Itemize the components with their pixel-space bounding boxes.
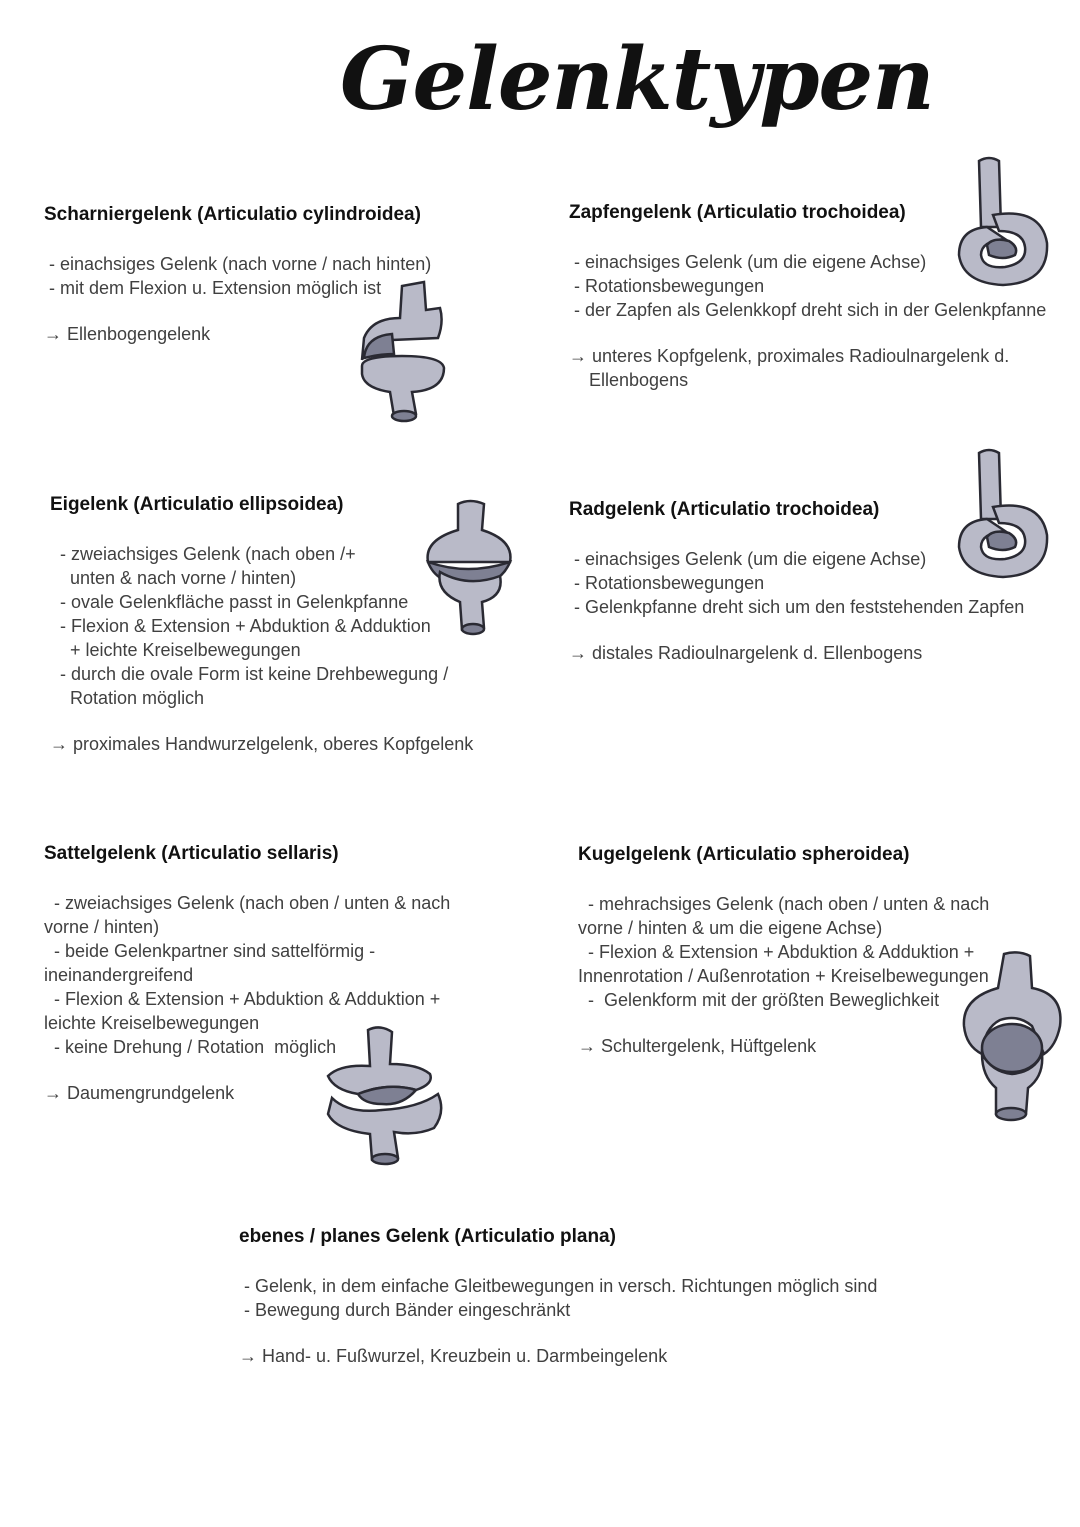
bullet: - zweiachsiges Gelenk (nach oben /+ bbox=[50, 544, 356, 564]
bullet: - Rotationsbewegungen bbox=[569, 276, 765, 296]
example-result: → Hand- u. Fußwurzel, Kreuzbein u. Darmbeingelenk bbox=[239, 1346, 668, 1366]
bullet: Innenrotation / Außenrotation + Kreiselbewegungen bbox=[578, 966, 989, 986]
saddle-joint-illustration bbox=[318, 1024, 448, 1169]
bullet: - Flexion & Extension + Abduktion & Adduktion + bbox=[578, 942, 975, 962]
bullet: - Flexion & Extension + Abduktion & Adduktion + bbox=[44, 989, 441, 1009]
example-result: → proximales Handwurzelgelenk, oberes Kopfgelenk bbox=[50, 734, 474, 754]
section-heading: ebenes / planes Gelenk (Articulatio plana) bbox=[239, 1226, 616, 1247]
example-result: → Ellenbogengelenk bbox=[44, 324, 211, 344]
section-planes-gelenk bbox=[239, 1226, 877, 1368]
bullet: leichte Kreiselbewegungen bbox=[44, 1013, 260, 1033]
section-heading: Sattelgelenk (Articulatio sellaris) bbox=[44, 843, 339, 864]
bullet: - beide Gelenkpartner sind sattelförmig - bbox=[44, 941, 376, 961]
bullet: - keine Drehung / Rotation möglich bbox=[44, 1037, 337, 1057]
bullet: - einachsiges Gelenk (nach vorne / nach hinten) bbox=[44, 254, 432, 274]
bullet: - Flexion & Extension + Abduktion & Adduktion bbox=[50, 616, 431, 636]
example-result: → unteres Kopfgelenk, proximales Radioulnargelenk d. bbox=[569, 346, 1010, 366]
bullet: - Gelenkform mit der größten Beweglichkeit bbox=[578, 990, 940, 1010]
bullet: + leichte Kreiselbewegungen bbox=[50, 640, 301, 660]
bullet: - Rotationsbewegungen bbox=[569, 573, 765, 593]
bullet: - zweiachsiges Gelenk (nach oben / unten & nach bbox=[44, 893, 451, 913]
bullet: - der Zapfen als Gelenkkopf dreht sich in der Gelenkpfanne bbox=[569, 300, 1047, 320]
bullet: - einachsiges Gelenk (um die eigene Achse) bbox=[569, 252, 927, 272]
page-title: Gelenktypen bbox=[340, 29, 934, 130]
section-kugelgelenk bbox=[578, 844, 989, 1058]
bullet: unten & nach vorne / hinten) bbox=[50, 568, 297, 588]
example-result: → Schultergelenk, Hüftgelenk bbox=[578, 1036, 817, 1056]
bullet: - einachsiges Gelenk (um die eigene Achse) bbox=[569, 549, 927, 569]
bullet: - Bewegung durch Bänder eingeschränkt bbox=[239, 1300, 571, 1320]
ellipsoid-joint-illustration bbox=[418, 496, 518, 636]
ball-joint-illustration bbox=[948, 950, 1066, 1128]
bullet: vorne / hinten & um die eigene Achse) bbox=[578, 918, 883, 938]
bullet: Rotation möglich bbox=[50, 688, 205, 708]
example-result: → Daumengrundgelenk bbox=[44, 1083, 235, 1103]
bullet: - Gelenkpfanne dreht sich um den feststehenden Zapfen bbox=[569, 597, 1025, 617]
section-heading: Eigelenk (Articulatio ellipsoidea) bbox=[50, 494, 344, 515]
hinge-joint-illustration bbox=[352, 278, 472, 428]
section-heading: Radgelenk (Articulatio trochoidea) bbox=[569, 499, 880, 520]
section-eigelenk bbox=[50, 494, 473, 756]
section-heading: Kugelgelenk (Articulatio spheroidea) bbox=[578, 844, 910, 865]
example-result: → distales Radioulnargelenk d. Ellenbogens bbox=[569, 643, 923, 663]
section-heading: Zapfengelenk (Articulatio trochoidea) bbox=[569, 202, 906, 223]
bullet: - Gelenk, in dem einfache Gleitbewegungen in versch. Richtungen möglich sind bbox=[239, 1276, 878, 1296]
bullet: - mehrachsiges Gelenk (nach oben / unten & nach bbox=[578, 894, 990, 914]
wheel-joint-illustration bbox=[953, 447, 1053, 587]
bullet: vorne / hinten) bbox=[44, 917, 160, 937]
bullet: ineinandergreifend bbox=[44, 965, 194, 985]
example-result-continued: Ellenbogens bbox=[569, 370, 689, 390]
bullet: - ovale Gelenkfläche passt in Gelenkpfanne bbox=[50, 592, 409, 612]
pivot-joint-illustration-top bbox=[953, 155, 1053, 295]
section-heading: Scharniergelenk (Articulatio cylindroidea) bbox=[44, 204, 421, 225]
bullet: - durch die ovale Form ist keine Drehbewegung / bbox=[50, 664, 449, 684]
bullet: - mit dem Flexion u. Extension möglich ist bbox=[44, 278, 382, 298]
